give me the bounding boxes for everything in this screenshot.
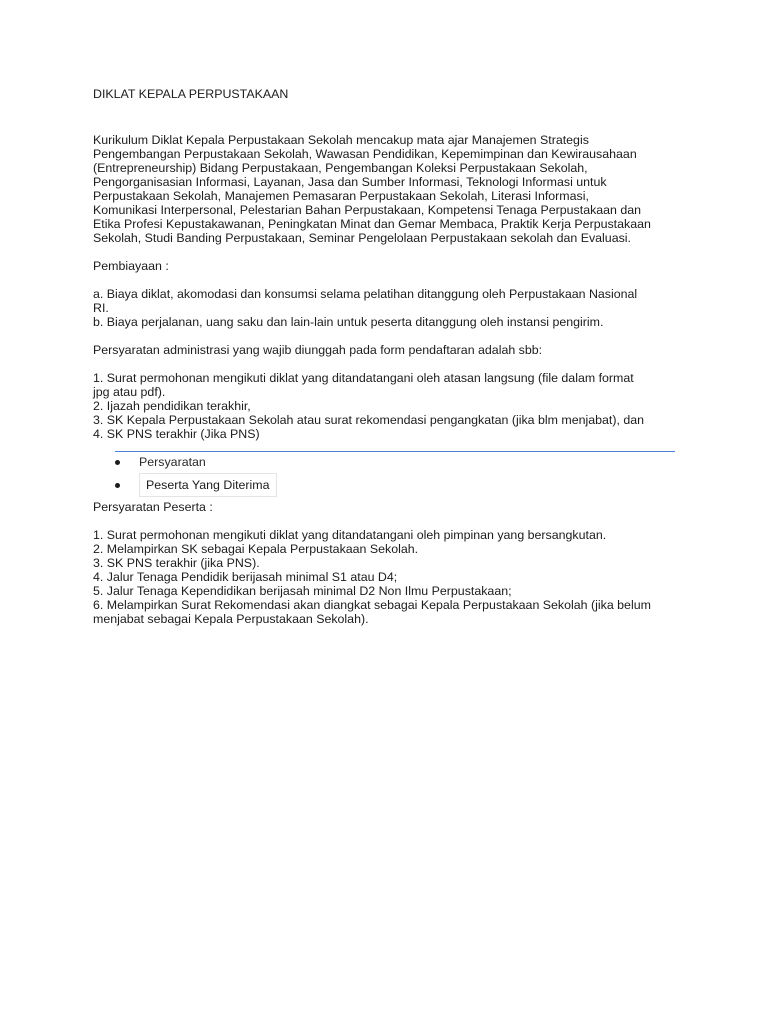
document-title: DIKLAT KEPALA PERPUSTAKAAN xyxy=(93,87,289,101)
peserta-list xyxy=(93,528,683,626)
list-item: 2. Ijazah pendidikan terakhir, xyxy=(93,399,251,413)
list-item: jpg atau pdf). xyxy=(93,385,166,399)
intro-line: Kurikulum Diklat Kepala Perpustakaan Sekolah mencakup mata ajar Manajemen Strategis xyxy=(93,133,589,147)
list-item: 1. Surat permohonan mengikuti diklat yang ditandatangani oleh atasan langsung (file dalam format xyxy=(93,371,634,385)
tab-persyaratan[interactable] xyxy=(115,455,675,469)
intro-paragraph xyxy=(93,133,683,245)
administrasi-heading: Persyaratan administrasi yang wajib diunggah pada form pendaftaran adalah sbb: xyxy=(93,343,543,357)
list-item: 4. Jalur Tenaga Pendidik berijasah minimal S1 atau D4; xyxy=(93,570,398,584)
intro-line: (Entrepreneurship) Bidang Perpustakaan, Pengembangan Koleksi Perpustakaan Sekolah, xyxy=(93,161,588,175)
list-item: RI. xyxy=(93,301,109,315)
tab-peserta-yang-diterima[interactable] xyxy=(115,473,675,497)
intro-line: Sekolah, Studi Banding Perpustakaan, Seminar Pengelolaan Perpustakaan sekolah dan Evaluasi. xyxy=(93,231,631,245)
pembiayaan-list xyxy=(93,287,683,329)
bullet-icon xyxy=(115,483,120,488)
document-page xyxy=(93,87,683,626)
tab-list xyxy=(115,455,675,497)
list-item: 3. SK PNS terakhir (jika PNS). xyxy=(93,556,260,570)
tab-divider xyxy=(115,451,675,452)
bullet-icon xyxy=(115,460,120,465)
peserta-heading: Persyaratan Peserta : xyxy=(93,500,213,514)
intro-line: Pengembangan Perpustakaan Sekolah, Wawasan Pendidikan, Kepemimpinan dan Kewirausahaan xyxy=(93,147,637,161)
list-item: 6. Melampirkan Surat Rekomendasi akan diangkat sebagai Kepala Perpustakaan Sekolah (jika belum xyxy=(93,598,651,612)
list-item: menjabat sebagai Kepala Perpustakaan Sekolah). xyxy=(93,612,369,626)
list-item: 4. SK PNS terakhir (Jika PNS) xyxy=(93,427,260,441)
administrasi-list xyxy=(93,371,683,441)
intro-line: Komunikasi Interpersonal, Pelestarian Bahan Perpustakaan, Kompetensi Tenaga Perpustakaan dan xyxy=(93,203,642,217)
tab-label: Persyaratan xyxy=(139,455,206,469)
list-item: 3. SK Kepala Perpustakaan Sekolah atau surat rekomendasi pengangkatan (jika blm menjabat), dan xyxy=(93,413,645,427)
list-item: a. Biaya diklat, akomodasi dan konsumsi selama pelatihan ditanggung oleh Perpustakaan Nasional xyxy=(93,287,638,301)
list-item: 2. Melampirkan SK sebagai Kepala Perpustakaan Sekolah. xyxy=(93,542,419,556)
tab-label: Peserta Yang Diterima xyxy=(139,473,277,497)
pembiayaan-heading: Pembiayaan : xyxy=(93,259,169,273)
intro-line: Perpustakaan Sekolah, Manajemen Pemasaran Perpustakaan Sekolah, Literasi Informasi, xyxy=(93,189,589,203)
list-item: b. Biaya perjalanan, uang saku dan lain-lain untuk peserta ditanggung oleh instansi pengirim. xyxy=(93,315,604,329)
tab-bar xyxy=(115,451,675,497)
list-item: 1. Surat permohonan mengikuti diklat yang ditandatangani oleh pimpinan yang bersangkutan. xyxy=(93,528,607,542)
intro-line: Etika Profesi Kepustakawanan, Peningkatan Minat dan Gemar Membaca, Praktik Kerja Perpustakaan xyxy=(93,217,651,231)
intro-line: Pengorganisasian Informasi, Layanan, Jasa dan Sumber Informasi, Teknologi Informasi untuk xyxy=(93,175,607,189)
list-item: 5. Jalur Tenaga Kependidikan berijasah minimal D2 Non Ilmu Perpustakaan; xyxy=(93,584,512,598)
